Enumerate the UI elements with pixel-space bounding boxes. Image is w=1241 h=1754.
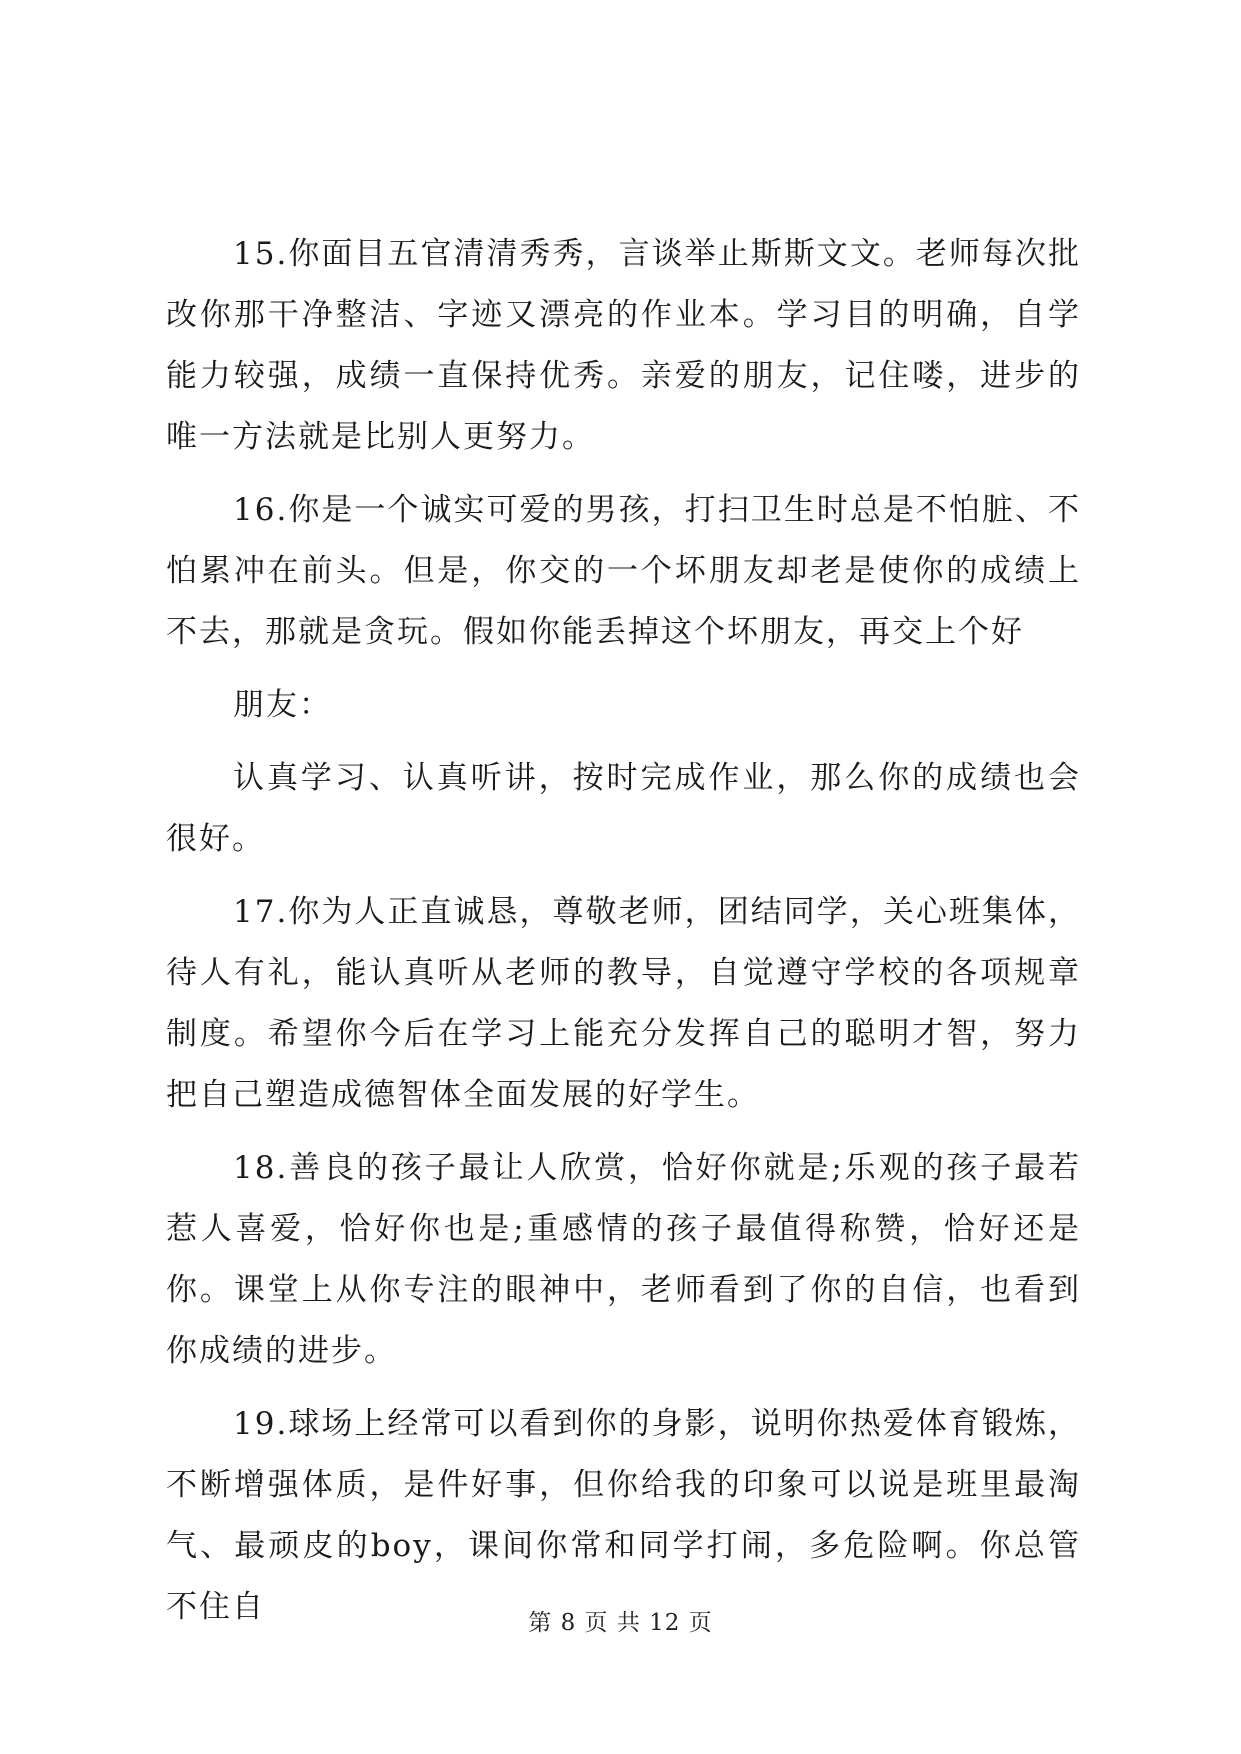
paragraph-15: 15.你面目五官清清秀秀，言谈举止斯斯文文。老师每次批改你那干净整洁、字迹又漂亮的作业本。学习目的明确，自学能力较强，成绩一直保持优秀。亲爱的朋友，记住喽，进步的唯一方法就是比别人更努力。 [166, 236, 1081, 455]
paragraph-18: 18.善良的孩子最让人欣赏，恰好你就是;乐观的孩子最若惹人喜爱，恰好你也是;重感情的孩子最值得称赞，恰好还是你。课堂上从你专注的眼神中，老师看到了你的自信，也看到你成绩的进步。 [166, 1150, 1081, 1369]
document-body [166, 224, 1081, 1650]
paragraph-16: 16.你是一个诚实可爱的男孩，打扫卫生时总是不怕脏、不怕累冲在前头。但是，你交的一个坏朋友却老是使你的成绩上不去，那就是贪玩。假如你能丢掉这个坏朋友，再交上个好 [166, 492, 1081, 650]
paragraph-16-end: 认真学习、认真听讲，按时完成作业，那么你的成绩也会很好。 [166, 760, 1081, 857]
paragraph-19: 19.球场上经常可以看到你的身影，说明你热爱体育锻炼，不断增强体质，是件好事，但你给我的印象可以说是班里最淘气、最顽皮的boy，课间你常和同学打闹，多危险啊。你总管不住自 [166, 1406, 1081, 1625]
paragraph-17: 17.你为人正直诚恳，尊敬老师，团结同学，关心班集体，待人有礼，能认真听从老师的教导，自觉遵守学校的各项规章制度。希望你今后在学习上能充分发挥自己的聪明才智，努力把自己塑造成德智体全面发展的好学生。 [166, 894, 1081, 1113]
paragraph-16-continued: 朋友： [233, 687, 332, 723]
page-footer: 第 8 页 共 12 页 [528, 1610, 713, 1636]
